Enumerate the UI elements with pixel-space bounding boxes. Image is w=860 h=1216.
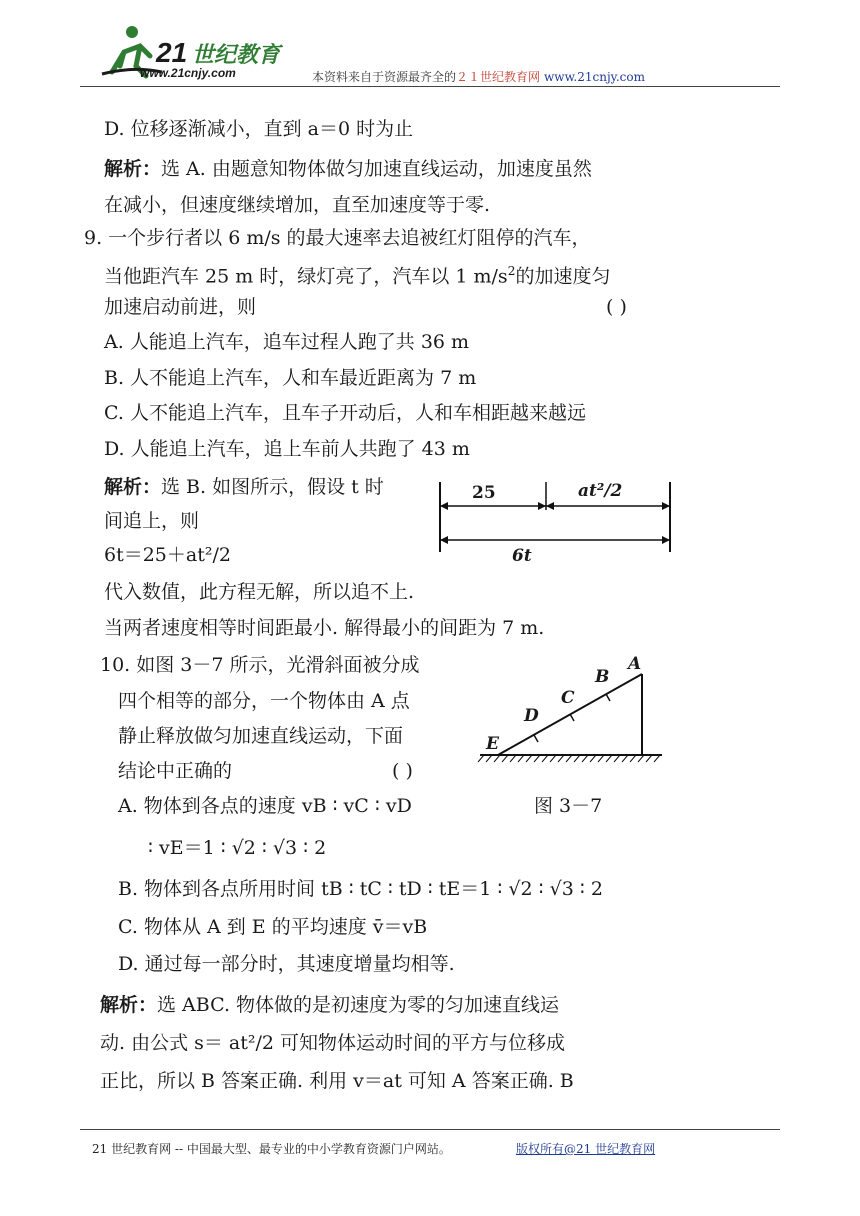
q9-option-d: D. 人能追上汽车，追上车前人共跑了 43 m bbox=[104, 438, 470, 460]
q10-line2: 四个相等的部分，一个物体由 A 点 bbox=[118, 690, 410, 712]
q10-line3: 静止释放做匀加速直线运动，下面 bbox=[118, 725, 404, 747]
svg-text:世纪教育: 世纪教育 bbox=[192, 43, 281, 68]
q10-analysis-line1 bbox=[100, 996, 559, 1015]
point-label-b: B bbox=[595, 667, 610, 687]
q9-option-a: A. 人能追上汽车，追车过程人跑了共 36 m bbox=[104, 331, 470, 353]
q9-line3: 加速启动前进，则 bbox=[104, 296, 257, 318]
q9-answer-paren: ( ) bbox=[606, 296, 627, 318]
q8-analysis-label: 解析： bbox=[104, 158, 162, 180]
q8-analysis-line1 bbox=[104, 160, 592, 179]
q9-analysis-line2: 间追上，则 bbox=[104, 510, 200, 532]
q9-line2-a: 当他距汽车 25 m 时，绿灯亮了，汽车以 1 m/s bbox=[104, 265, 508, 288]
point-label-a: A bbox=[628, 654, 642, 674]
tick-c bbox=[570, 714, 574, 721]
ground-hatching bbox=[478, 755, 660, 762]
tick-b bbox=[606, 694, 610, 701]
logo-url[interactable]: www.21cnjy.com bbox=[140, 66, 236, 80]
q10-analysis-line3: 正比，所以 B 答案正确. 利用 v＝at 可知 A 答案正确. B bbox=[100, 1070, 574, 1092]
point-label-c: C bbox=[561, 688, 575, 708]
q9-line2 bbox=[104, 265, 611, 286]
header-note-site[interactable]: ２１世纪教育网 bbox=[456, 70, 541, 84]
point-label-d: D bbox=[524, 706, 539, 726]
diagram-seg1-arrow bbox=[538, 502, 546, 510]
q9-option-b: B. 人不能追上汽车，人和车最近距离为 7 m bbox=[104, 367, 477, 389]
q10-analysis-text1: 选 ABC. 物体做的是初速度为零的匀加速直线运 bbox=[157, 994, 560, 1016]
diagram-total-label: 6t bbox=[512, 546, 532, 566]
header-note-url[interactable]: www.21cnjy.com bbox=[544, 70, 645, 84]
q8-analysis-text1: 选 A. 由题意知物体做匀加速直线运动，加速度虽然 bbox=[161, 158, 592, 180]
q8-option-d: D. 位移逐渐减小，直到 a＝0 时为止 bbox=[104, 118, 414, 140]
diagram-seg1-label: 25 bbox=[472, 483, 496, 503]
q9-analysis-line3: 代入数值，此方程无解，所以追不上. bbox=[104, 581, 415, 603]
header-note bbox=[312, 68, 645, 85]
header-note-prefix: 本资料来自于资源最齐全的 bbox=[312, 70, 457, 84]
q10-option-a-line1: A. 物体到各点的速度 vB ∶ vC ∶ vD bbox=[118, 795, 412, 817]
q10-option-c: C. 物体从 A 到 E 的平均速度 v̄＝vB bbox=[118, 916, 428, 938]
q9-analysis-label: 解析： bbox=[104, 476, 162, 498]
header-divider bbox=[80, 86, 780, 87]
footer-copyright-link[interactable]: 版权所有@21 世纪教育网 bbox=[516, 1142, 656, 1156]
q10-option-b: B. 物体到各点所用时间 tB ∶ tC ∶ tD ∶ tE＝1 ∶ √2 ∶ √3 ∶ 2 bbox=[118, 878, 603, 900]
q9-line1: 9. 一个步行者以 6 m/s 的最大速率去追被红灯阻停的汽车， bbox=[84, 227, 591, 249]
q10-analysis-label: 解析： bbox=[100, 994, 158, 1016]
q9-analysis-text1: 选 B. 如图所示，假设 t 时 bbox=[161, 476, 384, 498]
footer-divider bbox=[80, 1129, 780, 1130]
q9-analysis-line1 bbox=[104, 478, 384, 497]
q10-option-a-line2: ∶ vE＝1 ∶ √2 ∶ √3 ∶ 2 bbox=[148, 837, 327, 859]
tick-d bbox=[534, 735, 538, 742]
diagram-seg2-label: at²/2 bbox=[578, 481, 623, 501]
q10-line4: 结论中正确的 bbox=[118, 760, 233, 782]
q10-analysis-line2: 动. 由公式 s＝ at²/2 可知物体运动时间的平方与位移成 bbox=[100, 1032, 566, 1054]
q9-option-c: C. 人不能追上汽车，且车子开动后，人和车相距越来越远 bbox=[104, 402, 586, 424]
q9-line2-b: 的加速度匀 bbox=[515, 265, 611, 288]
q10-line1: 10. 如图 3－7 所示，光滑斜面被分成 bbox=[100, 654, 420, 676]
point-label-e: E bbox=[486, 734, 499, 754]
q9-analysis-line4: 当两者速度相等时间距最小. 解得最小的间距为 7 m. bbox=[104, 617, 545, 639]
figure-caption: 图 3－7 bbox=[534, 795, 603, 817]
svg-text:21: 21 bbox=[156, 37, 188, 68]
footer-left-text: 21 世纪教育网 -- 中国最大型、最专业的中小学教育资源门户网站。 bbox=[92, 1142, 451, 1156]
q10-option-d: D. 通过每一部分时，其速度增量均相等. bbox=[118, 953, 455, 975]
q9-line2-sup: 2 bbox=[507, 264, 516, 278]
q8-analysis-line2: 在减小，但速度继续增加，直至加速度等于零. bbox=[104, 194, 491, 216]
q10-answer-paren: ( ) bbox=[392, 760, 413, 782]
q9-equation: 6t＝25＋at²/2 bbox=[104, 544, 231, 566]
